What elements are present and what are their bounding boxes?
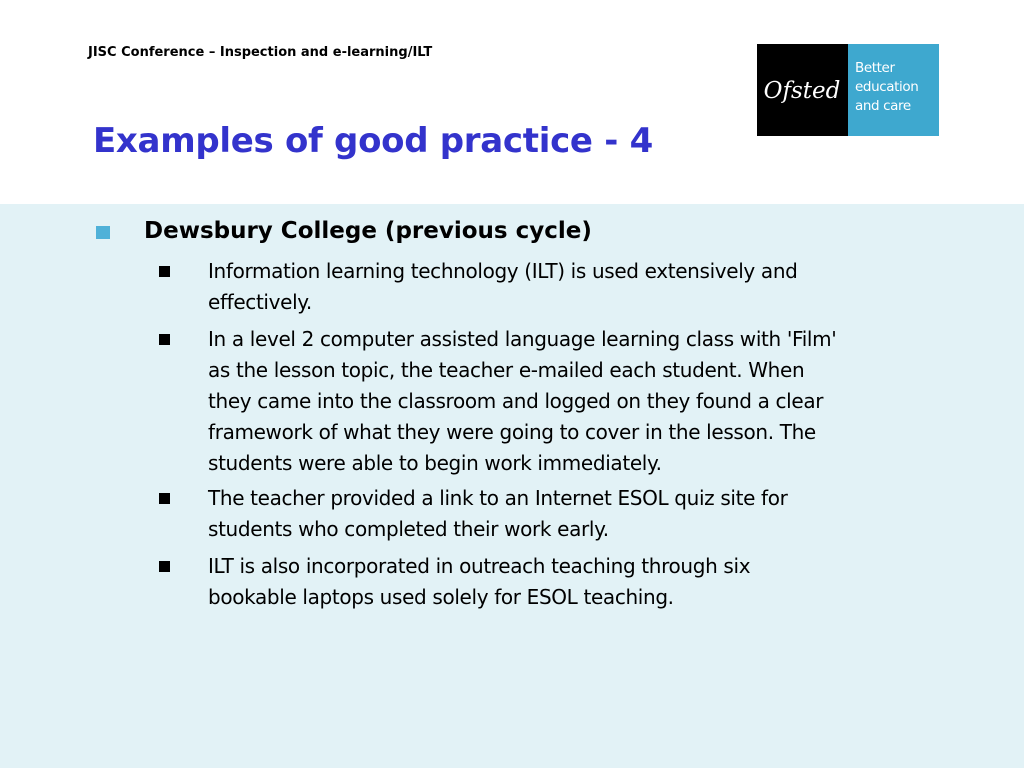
logo-tagline-line: education: [855, 79, 919, 95]
bullet-text: Information learning technology (ILT) is used extensively and effectively.: [208, 259, 798, 314]
ofsted-logo: [757, 44, 939, 136]
ofsted-wordmark-text: Ofsted: [763, 78, 841, 104]
slide-header: [0, 0, 1024, 204]
slide-title: Examples of good practice - 4: [93, 121, 653, 161]
logo-tagline-line: and care: [855, 98, 911, 114]
logo-tagline-line: Better: [855, 60, 895, 76]
slide-body: [0, 204, 1024, 768]
ofsted-wordmark-icon: [757, 44, 848, 136]
square-bullet-icon: [159, 493, 170, 504]
square-bullet-icon: [159, 266, 170, 277]
conference-title: JISC Conference – Inspection and e-learning/ILT: [88, 45, 433, 60]
square-bullet-icon: [96, 226, 110, 239]
bullet-text: ILT is also incorporated in outreach teaching through six bookable laptops used solely for ESOL teaching.: [208, 554, 751, 609]
square-bullet-icon: [159, 561, 170, 572]
ofsted-wordmark-panel: [757, 44, 848, 136]
bullet-text: In a level 2 computer assisted language learning class with 'Film' as the lesson topic, the teacher e-mailed each student. When they came into the classroom and logged on they found a clear framework of what they were going to cover in the lesson. The students were able to begin work immediately.: [208, 327, 837, 475]
bullet-text: The teacher provided a link to an Internet ESOL quiz site for students who completed their work early.: [208, 486, 788, 541]
college-heading: Dewsbury College (previous cycle): [144, 218, 592, 244]
square-bullet-icon: [159, 334, 170, 345]
logo-tagline-panel: [848, 44, 939, 136]
